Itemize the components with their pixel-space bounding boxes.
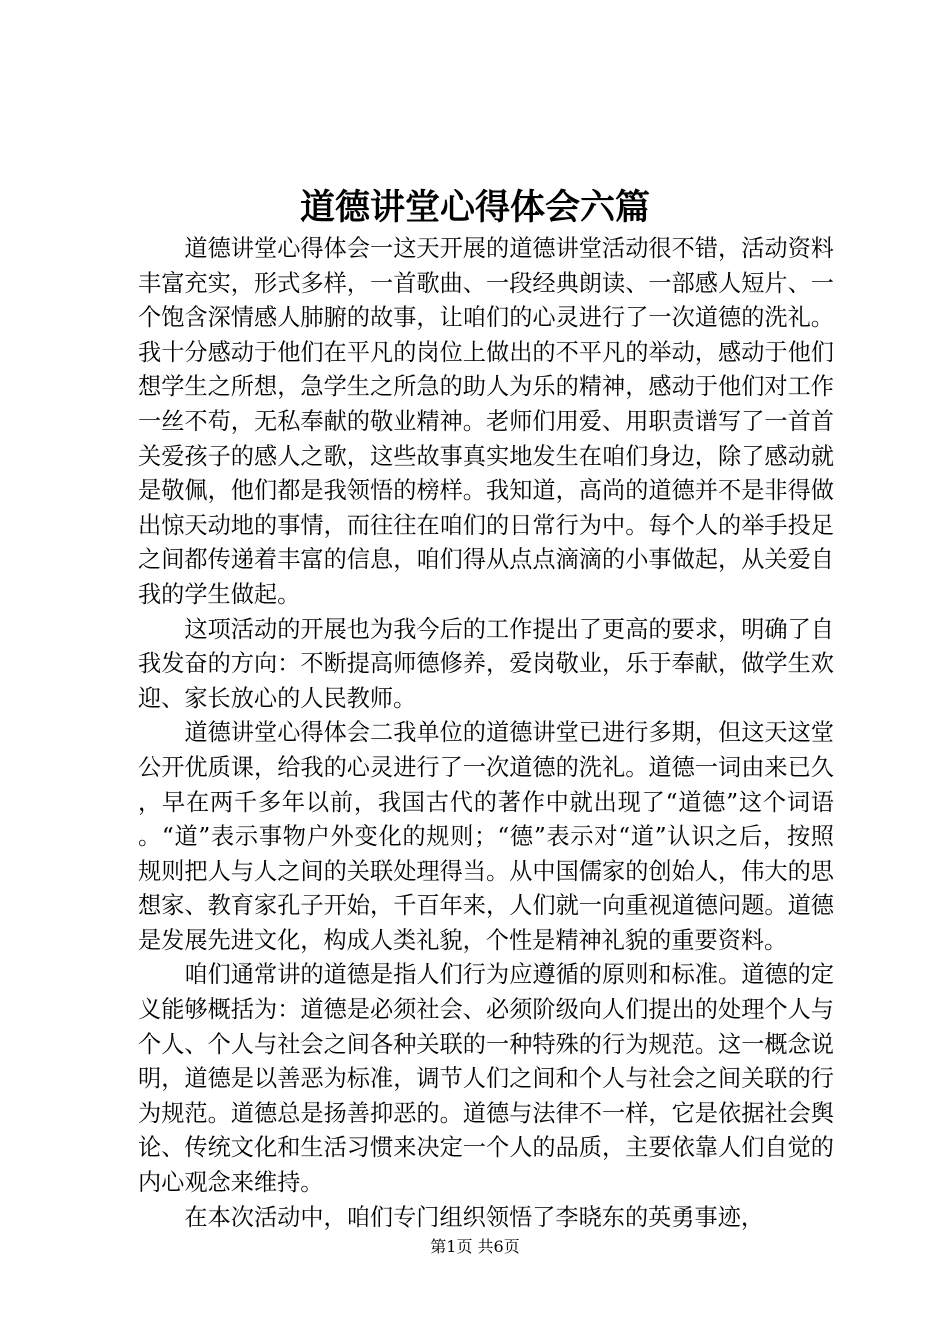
document-title: 道德讲堂心得体会六篇 [299, 188, 650, 228]
paragraph: 道德讲堂心得体会一这天开展的道德讲堂活动很不错，活动资料丰富充实，形式多样，一首歌曲、一段经典朗读、一部感人短片、一个饱含深情感人肺腑的故事，让咱们的心灵进行了一次道德的洗礼。我十分感动于他们在平凡的岗位上做出的不平凡的举动，感动于他们想学生之所想，急学生之所急的助人为乐的精神，感动于他们对工作一丝不苟，无私奉献的敬业精神。老师们用爱、用职责谱写了一首首关爱孩子的感人之歌，这些故事真实地发生在咱们身边，除了感动就是敬佩，他们都是我领悟的榜样。我知道，高尚的道德并不是非得做出惊天动地的事情，而往往在咱们的日常行为中。每个人的举手投足之间都传递着丰富的信息，咱们得从点点滴滴的小事做起，从关爱自我的学生做起。 [138, 235, 834, 608]
paragraph: 在本次活动中，咱们专门组织领悟了李晓东的英勇事迹， [184, 1203, 765, 1231]
paragraph: 咱们通常讲的道德是指人们行为应遵循的原则和标准。道德的定义能够概括为：道德是必须社会、必须阶级向人们提出的处理个人与个人、个人与社会之间各种关联的一种特殊的行为规范。这一概念说明，道德是以善恶为标准，调节人们之间和个人与社会之间关联的行为规范。道德总是扬善抑恶的。道德与法律不一样，它是依据社会舆论、传统文化和生活习惯来决定一个人的品质，主要依靠人们自觉的内心观念来维持。 [138, 961, 834, 1197]
paragraph: 道德讲堂心得体会二我单位的道德讲堂已进行多期，但这天这堂公开优质课，给我的心灵进行了一次道德的洗礼。道德一词由来已久，早在两千多年以前，我国古代的著作中就出现了“道德”这个词语。“道”表示事物户外变化的规则；“德”表示对“道”认识之后，按照规则把人与人之间的关联处理得当。从中国儒家的创始人，伟大的思想家、教育家孔子开始，千百年来，人们就一向重视道德问题。道德是发展先进文化，构成人类礼貌，个性是精神礼貌的重要资料。 [138, 719, 834, 954]
page-number-footer: 第1页 共6页 [430, 1237, 520, 1256]
document-body [138, 232, 834, 1235]
paragraph: 这项活动的开展也为我今后的工作提出了更高的要求，明确了自我发奋的方向：不断提高师德修养，爱岗敬业，乐于奉献，做学生欢迎、家长放心的人民教师。 [138, 615, 834, 712]
